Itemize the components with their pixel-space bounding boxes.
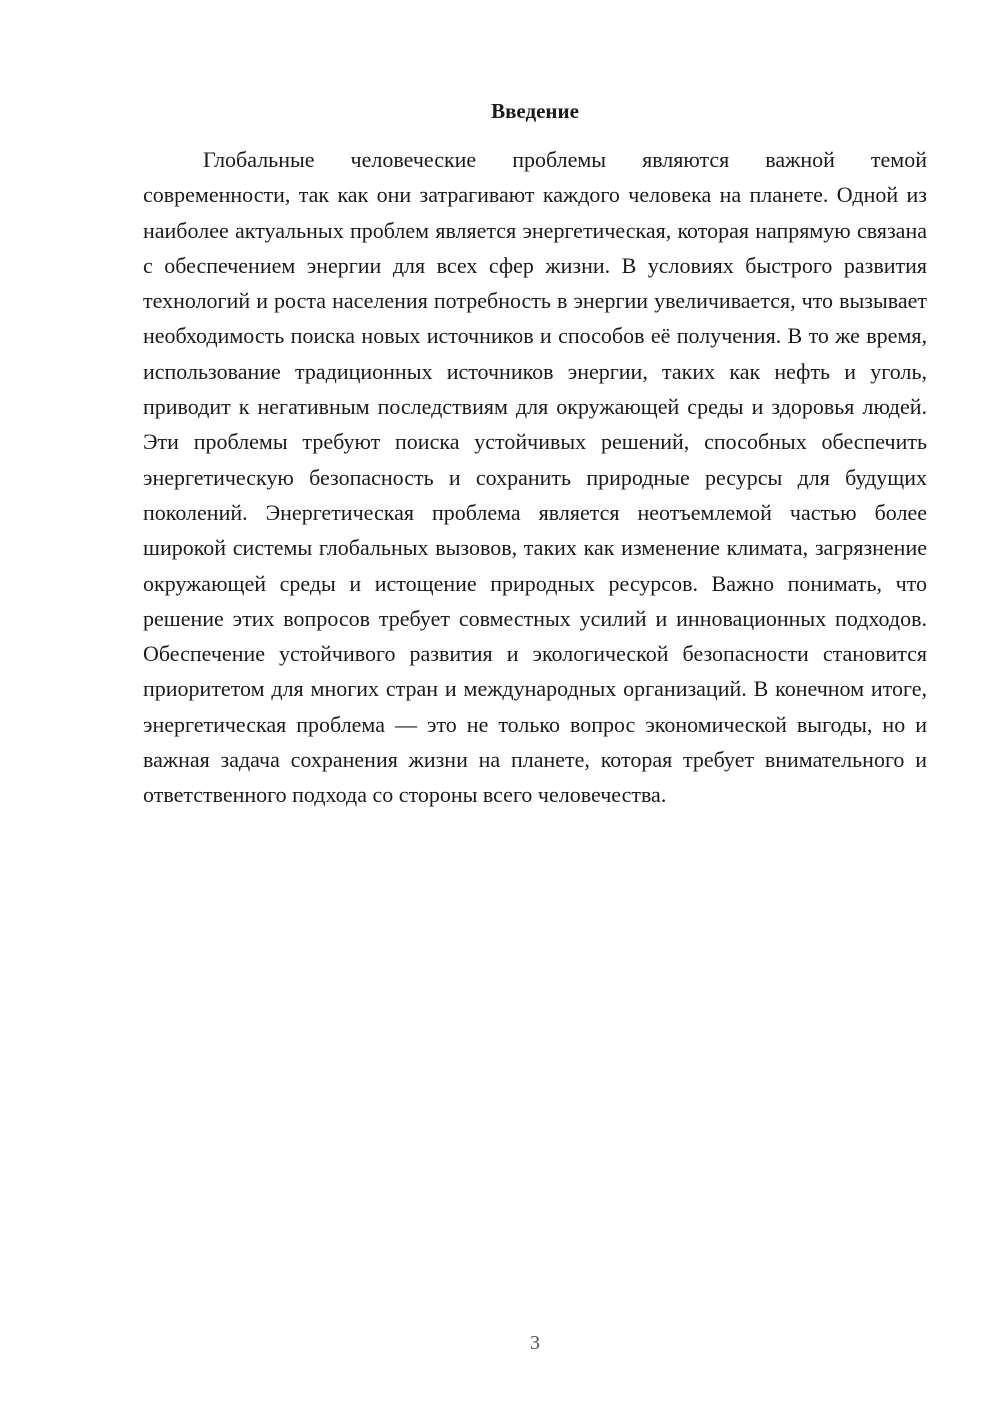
page-number: 3 bbox=[530, 1332, 540, 1354]
section-heading: Введение bbox=[491, 99, 579, 123]
body-paragraph: Глобальные человеческие проблемы являются важной темой современности, так как они затрагивают каждого человека на планете. Одной из наиболее актуальных проблем является энергетическая, которая напрямую связана с обеспечением энергии для всех сфер жизни. В условиях быстрого развития технологий и роста населения потребность в энергии увеличивается, что вызывает необходимость поиска новых источников и способов её получения. В то же время, использование традиционных источников энергии, таких как нефть и уголь, приводит к негативным последствиям для окружающей среды и здоровья людей. Эти проблемы требуют поиска устойчивых решений, способных обеспечить энергетическую безопасность и сохранить природные ресурсы для будущих поколений. Энергетическая проблема является неотъемлемой частью более широкой системы глобальных вызовов, таких как изменение климата, загрязнение окружающей среды и истощение природных ресурсов. Важно понимать, что решение этих вопросов требует совместных усилий и инновационных подходов. Обеспечение устойчивого развития и экологической безопасности становится приоритетом для многих стран и международных организаций. В конечном итоге, энергетическая проблема — это не только вопрос экономической выгоды, но и важная задача сохранения жизни на планете, которая требует внимательного и ответственного подхода со стороны всего человечества. bbox=[143, 147, 927, 808]
